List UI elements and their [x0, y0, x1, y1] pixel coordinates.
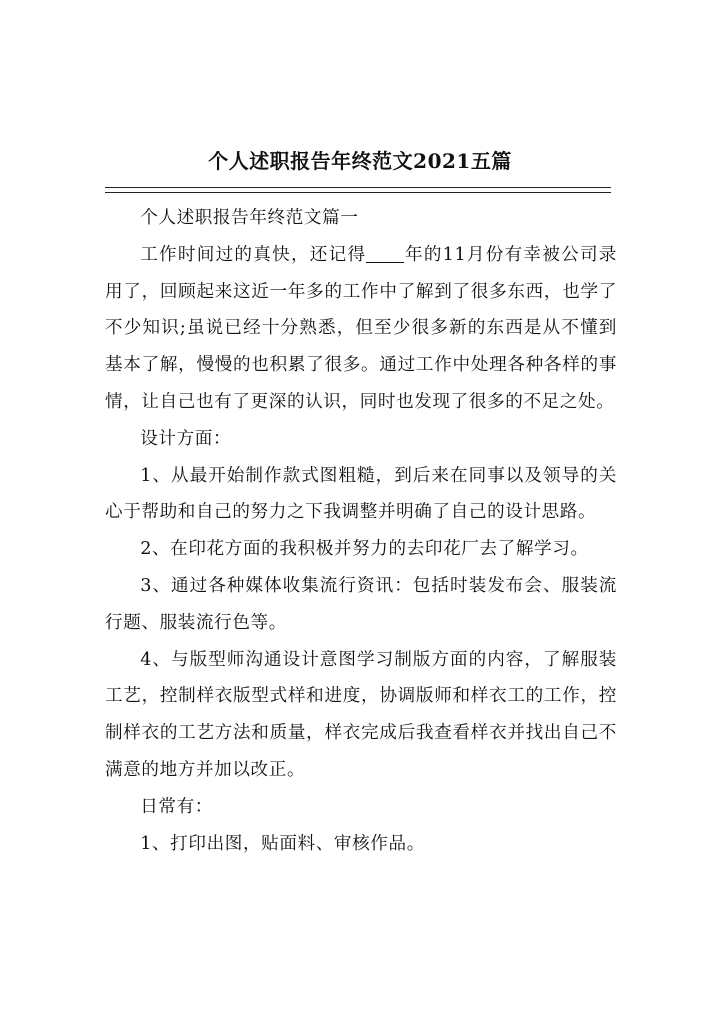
document-body: [105, 200, 617, 862]
section-heading: 个人述职报告年终范文篇一: [140, 208, 359, 228]
design-heading: 设计方面：: [140, 428, 232, 449]
document-title: 个人述职报告年终范文2021五篇: [208, 149, 512, 173]
intro-text-rest: 年的11月份有幸被公司录用了，回顾起来这近一年多的工作中了解到了很多东西，也学了不少知识;虽说已经十分熟悉，但至少很多新的东西是从不懂到基本了解，慢慢的也积累了很多。通过工作中处理各种各样的事情，让自己也有了更深的认识，同时也发现了很多的不足之处。: [105, 244, 618, 412]
design-item-1: 1、从最开始制作款式图粗糙，到后来在同事以及领导的关心于帮助和自己的努力之下我调整并明确了自己的设计思路。: [105, 465, 617, 523]
design-item-4: 4、与版型师沟通设计意图学习制版方面的内容，了解服装工艺，控制样衣版型式样和进度，协调版师和样衣工的工作，控制样衣的工艺方法和质量，样衣完成后我查看样衣并找出自己不满意的地方并加以改正。: [105, 649, 617, 780]
daily-item-1: 1、打印出图，贴面料、审核作品。: [140, 833, 425, 854]
blank-fill-line: [366, 244, 404, 263]
daily-heading: 日常有：: [140, 796, 213, 817]
design-item-2: 2、在印花方面的我积极并努力的去印花厂去了解学习。: [140, 539, 589, 560]
design-item-3: 3、通过各种媒体收集流行资讯：包括时装发布会、服装流行题、服装流行色等。: [105, 575, 617, 633]
intro-text-start: 工作时间过的真快，还记得: [140, 244, 367, 265]
intro-paragraph: [105, 237, 617, 421]
title-double-rule: [105, 187, 611, 193]
